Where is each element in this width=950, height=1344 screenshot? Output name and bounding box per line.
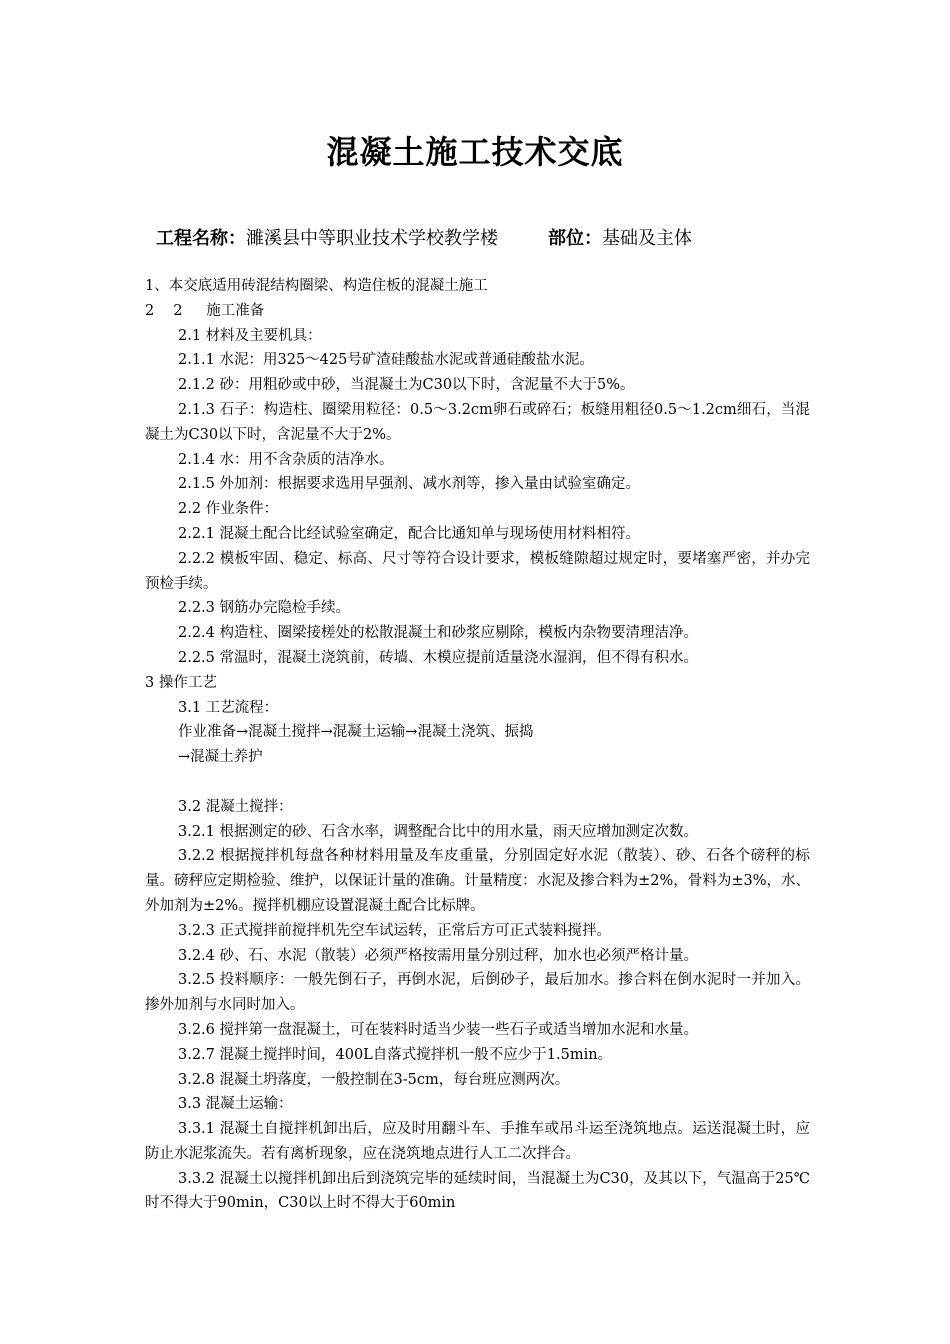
paragraph: 2.1.1 水泥：用325～425号矿渣硅酸盐水泥或普通硅酸盐水泥。 — [178, 352, 594, 369]
paragraph: 3.3.2 混凝土以搅拌机卸出后到浇筑完毕的延续时间，当混凝土为C30，及其以下，气温高于25℃时不得大于90min，C30以上时不得大于60min — [145, 1170, 810, 1212]
subsection-heading: 2.2 作业条件： — [178, 501, 279, 518]
subsection-heading: 3.3 混凝土运输： — [178, 1096, 293, 1113]
project-name-label: 工程名称： — [156, 228, 246, 249]
part-label: 部位： — [548, 228, 602, 249]
paragraph: 3.2.8 混凝土坍落度，一般控制在3-5cm，每台班应测两次。 — [178, 1071, 570, 1088]
paragraph: 2.1.3 石子：构造柱、圈梁用粒径：0.5～3.2cm卵石或碎石；板缝用粗径0.5～1.2cm细石，当混凝土为C30以下时，含泥量不大于2%。 — [145, 401, 810, 443]
process-flow-line: 作业准备→混凝土搅拌→混凝土运输→混凝土浇筑、振捣 — [178, 724, 534, 741]
paragraph: 2.1.5 外加剂：根据要求选用早强剂、减水剂等，掺入量由试验室确定。 — [178, 476, 641, 493]
paragraph: 3.3.1 混凝土自搅拌机卸出后，应及时用翻斗车、手推车或吊斗运至浇筑地点。运送混凝土时，应防止水泥浆流失。若有离析现象，应在浇筑地点进行人工二次拌合。 — [145, 1121, 810, 1162]
paragraph: 3.2.2 根据搅拌机每盘各种材料用量及车皮重量，分别固定好水泥（散装）、砂、石各个磅秤的标量。磅秤应定期检验、维护，以保证计量的准确。计量精度：水泥及掺合料为±2%，骨料为±3%，水、外加剂为±2%。搅拌机棚应设置混凝土配合比标牌。 — [145, 848, 810, 914]
paragraph: 3.2.7 混凝土搅拌时间，400L自落式搅拌机一般不应少于1.5min。 — [178, 1046, 613, 1063]
paragraph: 3.2.3 正式搅拌前搅拌机先空车试运转，正常后方可正式装料搅拌。 — [178, 922, 612, 939]
document-title: 混凝土施工技术交底 — [326, 133, 624, 171]
document-body — [145, 274, 810, 1216]
section-heading: 3 操作工艺 — [145, 674, 217, 691]
paragraph: 2.2.5 常温时，混凝土浇筑前，砖墙、木模应提前适量浇水湿润，但不得有积水。 — [178, 649, 699, 666]
paragraph: 1、本交底适用砖混结构圈梁、构造住板的混凝土施工 — [145, 278, 488, 294]
paragraph: 2.2.1 混凝土配合比经试验室确定，配合比通知单与现场使用材料相符。 — [178, 525, 641, 542]
section-heading: 2 2 施工准备 — [145, 302, 265, 319]
paragraph: 2.1.2 砂：用粗砂或中砂，当混凝土为C30以下时，含泥量不大于5%。 — [178, 377, 635, 394]
paragraph: 2.2.2 模板牢固、稳定、标高、尺寸等符合设计要求，模板缝隙超过规定时，要堵塞严密，并办完预检手续。 — [145, 550, 810, 592]
subsection-heading: 3.1 工艺流程： — [178, 699, 279, 716]
paragraph: 3.2.6 搅拌第一盘混凝土，可在装料时适当少装一些石子或适当增加水泥和水量。 — [178, 1021, 699, 1038]
project-info-line — [156, 224, 692, 250]
part-value: 基础及主体 — [602, 228, 692, 249]
paragraph: 2.2.3 钢筋办完隐检手续。 — [178, 600, 351, 617]
paragraph: 3.2.5 投料顺序：一般先倒石子，再倒水泥，后倒砂子，最后加水。掺合料在倒水泥时一并加入。掺外加剂与水同时加入。 — [145, 972, 810, 1014]
project-name-value: 濉溪县中等职业技术学校教学楼 — [246, 228, 498, 249]
subsection-heading: 3.2 混凝土搅拌： — [178, 798, 293, 815]
paragraph: 3.2.1 根据测定的砂、石含水率，调整配合比中的用水量，雨天应增加测定次数。 — [178, 823, 699, 840]
paragraph: 2.2.4 构造柱、圈梁接槎处的松散混凝土和砂浆应剔除，模板内杂物要清理洁净。 — [178, 625, 699, 642]
blank-line — [145, 770, 810, 795]
subsection-heading: 2.1 材料及主要机具： — [178, 327, 322, 344]
paragraph: 2.1.4 水：用不含杂质的洁净水。 — [178, 451, 394, 468]
process-flow-line: →混凝土养护 — [178, 749, 263, 766]
paragraph: 3.2.4 砂、石、水泥（散装）必须严格按需用量分别过秤，加水也必须严格计量。 — [178, 947, 699, 964]
